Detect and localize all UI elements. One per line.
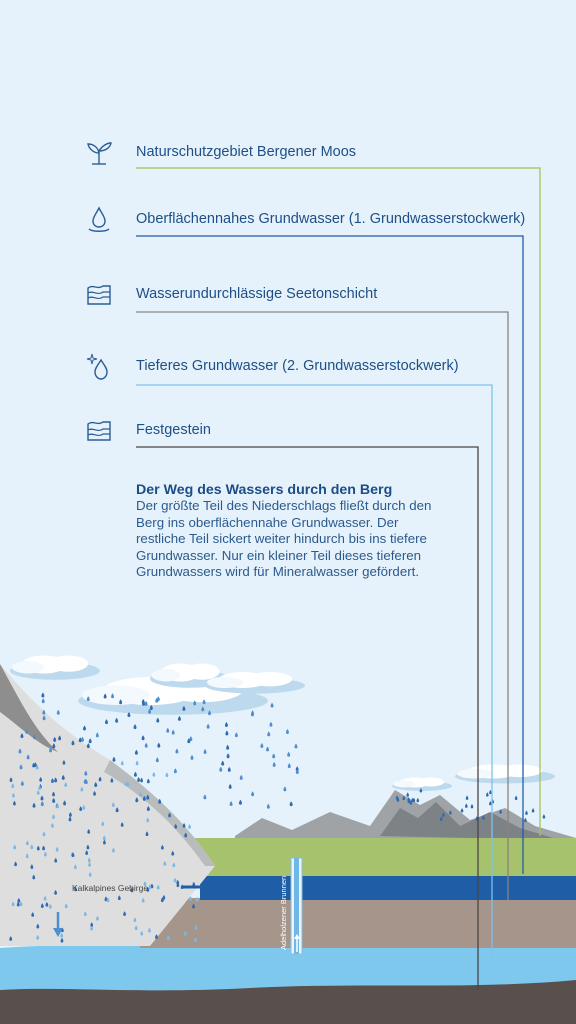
legend-label-moor: Naturschutzgebiet Bergener Moos <box>136 144 357 160</box>
rain-drop <box>286 729 289 734</box>
rain-drop <box>166 728 169 733</box>
sparkle-drop-icon <box>84 352 114 382</box>
rain-drop <box>175 748 178 753</box>
water-drop-icon <box>84 205 114 235</box>
rain-drop <box>89 738 92 743</box>
rain-drop <box>524 818 527 822</box>
rain-drop <box>121 761 124 766</box>
rain-drop <box>461 808 464 812</box>
rain-drop <box>174 768 177 773</box>
rain-drop <box>283 786 286 791</box>
rain-drop <box>135 750 138 755</box>
rain-drop <box>188 824 191 829</box>
legend-item-deep-groundwater <box>84 351 459 383</box>
rain-drop <box>225 731 228 736</box>
rain-drop <box>166 772 169 777</box>
info-text: Der größte Teil des Niederschlags fließt durch den Berg ins oberflächennahe Grundwasser. Der restliche Teil sickert weiter hindurch bis ins tiefere Grundwasser. Nur ein kleiner Teil dieses tieferen Grundwassers wird für Mineralwasser gefördert. <box>136 498 432 580</box>
clay-layers-icon <box>84 280 114 310</box>
legend-label-clay: Wasserundurchlässige Seetonschicht <box>136 286 378 302</box>
rain-drop <box>189 736 192 741</box>
rain-drop <box>406 792 409 796</box>
legend-label-deep-groundwater: Tieferes Grundwasser (2. Grundwasserstockwerk) <box>136 358 459 374</box>
rain-drop <box>219 767 222 772</box>
rain-drop <box>196 897 199 902</box>
rain-drop <box>271 703 274 708</box>
legend-label-bedrock: Festgestein <box>136 422 211 438</box>
rain-drop <box>226 745 229 750</box>
cloud <box>392 778 452 792</box>
rain-drop <box>227 753 230 758</box>
rain-drop <box>290 801 293 806</box>
rain-drop <box>42 698 45 703</box>
rain-drop <box>203 794 206 799</box>
deep-groundwater-layer <box>0 942 576 990</box>
clay-layer <box>140 898 576 948</box>
rain-drop <box>228 767 231 772</box>
rain-drop <box>112 757 115 762</box>
rain-drop <box>134 724 137 729</box>
rain-drop <box>137 777 140 782</box>
rain-drop <box>115 718 118 723</box>
rain-drop <box>486 792 489 796</box>
info-title: Der Weg des Wassers durch den Berg <box>136 482 393 498</box>
rain-drop <box>136 761 139 766</box>
moor-grass <box>190 838 576 876</box>
rain-drop <box>178 716 181 721</box>
rain-drop <box>269 722 272 727</box>
rain-drop <box>235 732 238 737</box>
rain-drop <box>267 804 270 809</box>
rain-drop <box>145 743 148 748</box>
rain-drop <box>466 796 469 800</box>
rain-drop <box>294 743 297 748</box>
rain-drop <box>57 710 60 715</box>
legend-item-bedrock <box>84 415 211 447</box>
rain-drop <box>543 814 546 818</box>
rain-drop <box>156 757 159 762</box>
mountain-label: Kalkalpines Gebirge <box>72 883 149 893</box>
rain-drop <box>81 737 84 742</box>
rain-drop <box>142 735 145 740</box>
rain-drop <box>41 693 44 698</box>
rain-drop <box>267 731 270 736</box>
legend-item-clay <box>84 279 378 311</box>
shallow-groundwater-layer <box>200 874 576 900</box>
cloud <box>10 656 100 680</box>
rain-drop <box>465 803 468 807</box>
well-label: Adelholzener Brunnen <box>279 875 288 950</box>
rain-drop <box>266 746 269 751</box>
rain-drop <box>147 779 150 784</box>
rain-drop <box>287 752 290 757</box>
rain-drop <box>83 726 86 731</box>
rain-drop <box>525 811 528 815</box>
rain-drop <box>239 800 242 805</box>
rain-drop <box>221 761 224 766</box>
rain-drop <box>191 755 194 760</box>
rain-drop <box>489 801 492 805</box>
rain-drop <box>230 801 233 806</box>
rain-drop <box>207 724 210 729</box>
rain-drop <box>158 799 161 804</box>
rain-drop <box>134 772 137 777</box>
rock-layers-icon <box>84 416 114 446</box>
rain-drop <box>272 753 275 758</box>
rain-drop <box>532 808 535 812</box>
rain-drop <box>204 749 207 754</box>
rain-drop <box>260 743 263 748</box>
legend-label-shallow-groundwater: Oberflächennahes Grundwasser (1. Grundwasserstockwerk) <box>136 211 526 227</box>
rain-drop <box>140 778 143 783</box>
rain-drop <box>152 772 155 777</box>
rain-drop <box>416 798 419 802</box>
rain-drop <box>515 796 518 800</box>
sprout-icon <box>84 138 114 168</box>
rain-drop <box>183 823 186 828</box>
rain-drop <box>157 743 160 748</box>
rain-drop <box>96 732 99 737</box>
legend-item-moor <box>84 137 357 169</box>
info-box <box>136 482 436 580</box>
rain-drop <box>288 763 291 768</box>
rain-drop <box>225 722 228 727</box>
rain-drop <box>489 790 492 794</box>
rain-drop <box>240 775 243 780</box>
rain-drop <box>172 730 175 735</box>
rain-drop <box>156 718 159 723</box>
rain-drop <box>87 743 90 748</box>
legend-item-shallow-groundwater <box>84 204 526 236</box>
rain-drop <box>471 804 474 808</box>
rain-drop <box>251 791 254 796</box>
rain-drop <box>229 784 232 789</box>
rain-drop <box>273 762 276 767</box>
rain-drop <box>105 719 108 724</box>
